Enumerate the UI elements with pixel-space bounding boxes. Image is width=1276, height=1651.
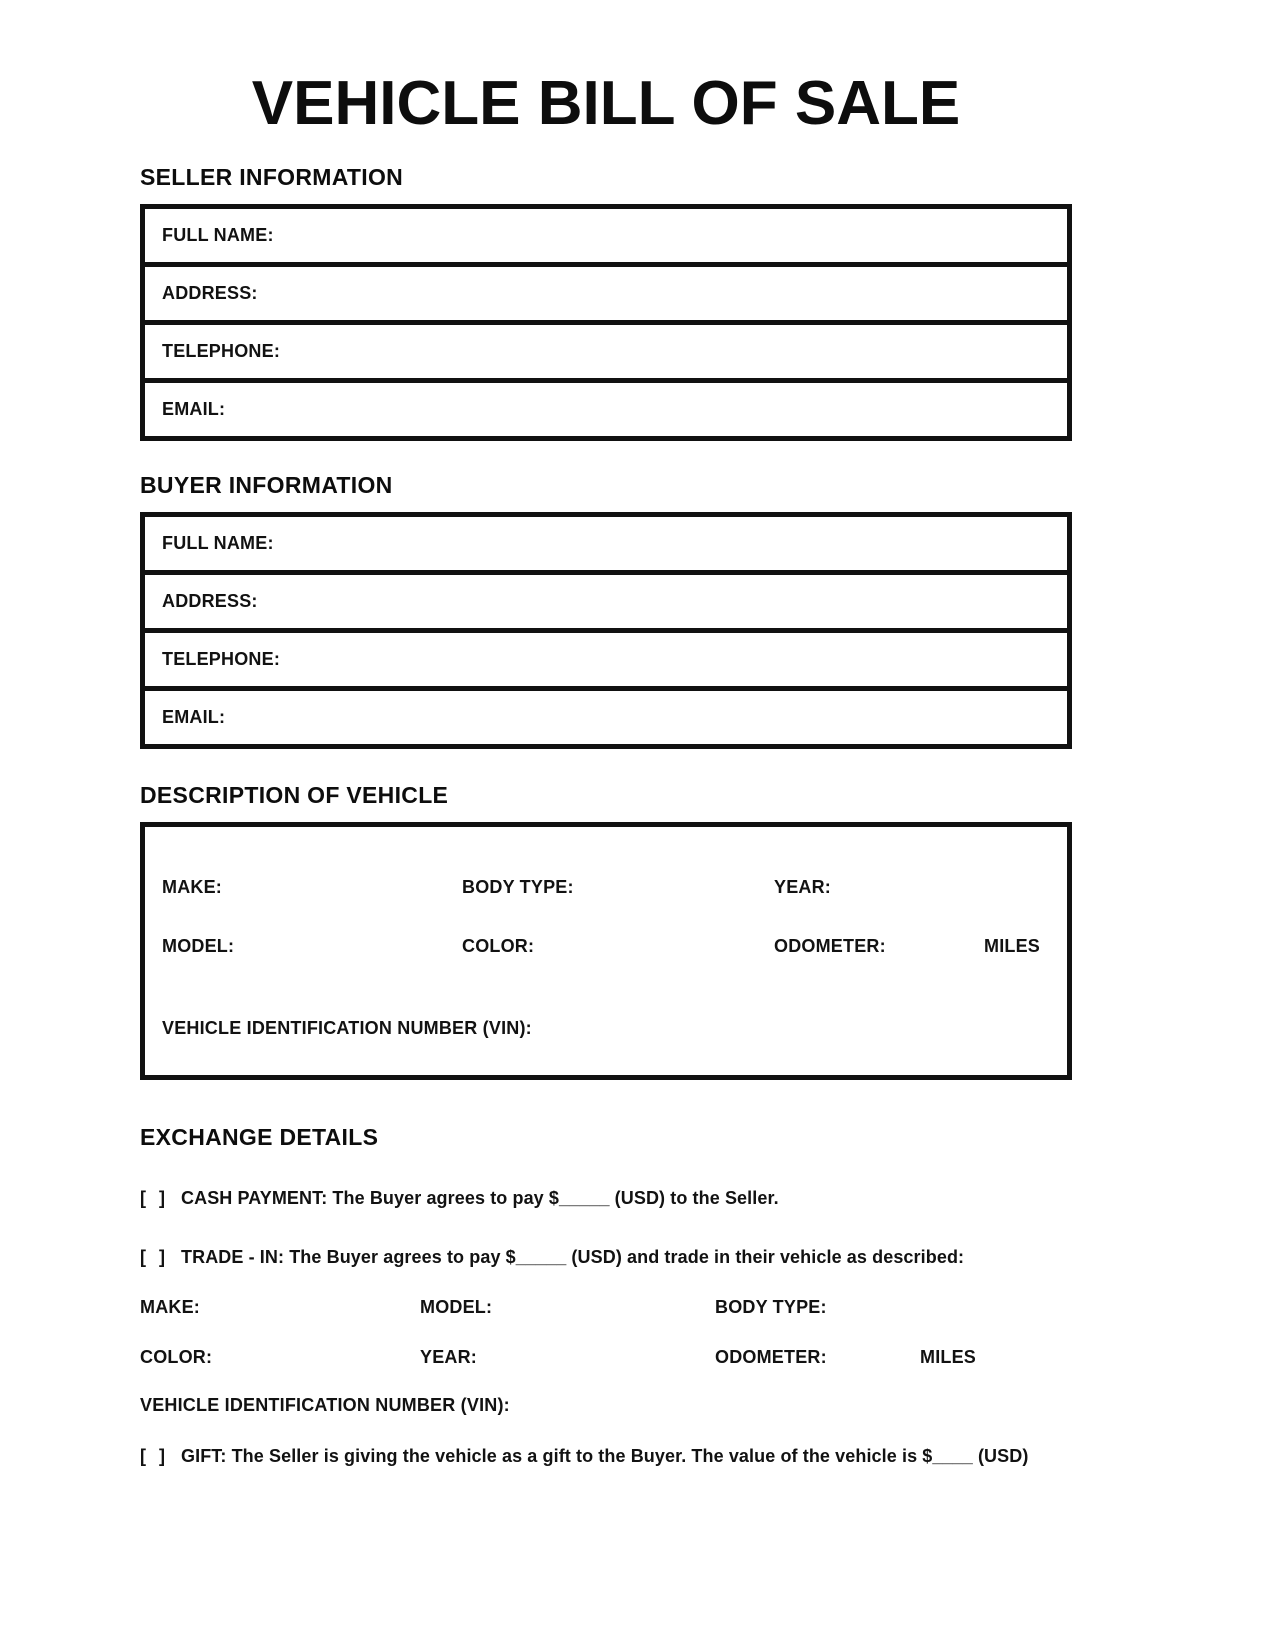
buyer-address-row bbox=[145, 575, 1067, 633]
trade-model-label: MODEL: bbox=[420, 1297, 493, 1318]
exchange-section-heading: EXCHANGE DETAILS bbox=[140, 1124, 379, 1151]
seller-telephone-row bbox=[145, 325, 1067, 383]
buyer-fields-box bbox=[140, 512, 1072, 749]
vehicle-section-heading: DESCRIPTION OF VEHICLE bbox=[140, 782, 449, 809]
exchange-section bbox=[140, 1124, 1072, 1467]
vehicle-odometer-label: ODOMETER: bbox=[774, 936, 886, 957]
buyer-section-heading: BUYER INFORMATION bbox=[140, 472, 393, 499]
seller-email-label: EMAIL: bbox=[162, 399, 226, 420]
buyer-email-label: EMAIL: bbox=[162, 707, 226, 728]
trade-year-label: YEAR: bbox=[420, 1347, 478, 1368]
trade-miles-label: MILES bbox=[920, 1347, 977, 1368]
seller-section bbox=[140, 164, 1072, 441]
trade-vin-label: VEHICLE IDENTIFICATION NUMBER (VIN): bbox=[140, 1395, 510, 1416]
trade-odometer-label: ODOMETER: bbox=[715, 1347, 827, 1368]
trade-in-line bbox=[140, 1247, 1072, 1268]
vehicle-model-label: MODEL: bbox=[162, 936, 235, 957]
vehicle-row-1 bbox=[162, 877, 1067, 898]
seller-email-row bbox=[145, 383, 1067, 436]
buyer-section bbox=[140, 472, 1072, 749]
document-title: VEHICLE BILL OF SALE bbox=[251, 69, 961, 138]
seller-telephone-label: TELEPHONE: bbox=[162, 341, 281, 362]
seller-address-row bbox=[145, 267, 1067, 325]
trade-color-label: COLOR: bbox=[140, 1347, 213, 1368]
vehicle-section bbox=[140, 782, 1072, 1080]
buyer-full-name-row bbox=[145, 517, 1067, 575]
seller-full-name-label: FULL NAME: bbox=[162, 225, 274, 246]
document-content bbox=[140, 70, 1072, 1467]
seller-fields-box bbox=[140, 204, 1072, 441]
trade-vin-row bbox=[140, 1395, 1072, 1416]
trade-body-type-label: BODY TYPE: bbox=[715, 1297, 827, 1318]
trade-vehicle-row-1 bbox=[140, 1297, 1072, 1318]
cash-payment-checkbox: [ ] bbox=[140, 1188, 169, 1209]
seller-address-label: ADDRESS: bbox=[162, 283, 258, 304]
vehicle-description-box bbox=[140, 822, 1072, 1080]
vehicle-miles-label: MILES bbox=[984, 936, 1041, 957]
trade-in-checkbox: [ ] bbox=[140, 1247, 169, 1268]
gift-label: GIFT: The Seller is giving the vehicle as a gift to the Buyer. The value of the vehicle is $____ (USD) bbox=[181, 1446, 1029, 1467]
buyer-full-name-label: FULL NAME: bbox=[162, 533, 274, 554]
vehicle-year-label: YEAR: bbox=[774, 877, 832, 898]
trade-in-label: TRADE - IN: The Buyer agrees to pay $_____ (USD) and trade in their vehicle as described: bbox=[181, 1247, 965, 1268]
seller-full-name-row bbox=[145, 209, 1067, 267]
vehicle-vin-row bbox=[162, 1018, 1067, 1039]
cash-payment-line bbox=[140, 1188, 1072, 1209]
vehicle-row-2 bbox=[162, 936, 1067, 957]
buyer-address-label: ADDRESS: bbox=[162, 591, 258, 612]
buyer-telephone-row bbox=[145, 633, 1067, 691]
trade-make-label: MAKE: bbox=[140, 1297, 200, 1318]
vehicle-color-label: COLOR: bbox=[462, 936, 535, 957]
seller-section-heading: SELLER INFORMATION bbox=[140, 164, 404, 191]
vehicle-make-label: MAKE: bbox=[162, 877, 222, 898]
gift-checkbox: [ ] bbox=[140, 1446, 169, 1467]
buyer-telephone-label: TELEPHONE: bbox=[162, 649, 281, 670]
gift-line bbox=[140, 1446, 1072, 1467]
trade-vehicle-row-2 bbox=[140, 1347, 1072, 1368]
vehicle-body-type-label: BODY TYPE: bbox=[462, 877, 574, 898]
buyer-email-row bbox=[145, 691, 1067, 744]
vehicle-vin-label: VEHICLE IDENTIFICATION NUMBER (VIN): bbox=[162, 1018, 532, 1039]
cash-payment-label: CASH PAYMENT: The Buyer agrees to pay $_____ (USD) to the Seller. bbox=[181, 1188, 779, 1209]
